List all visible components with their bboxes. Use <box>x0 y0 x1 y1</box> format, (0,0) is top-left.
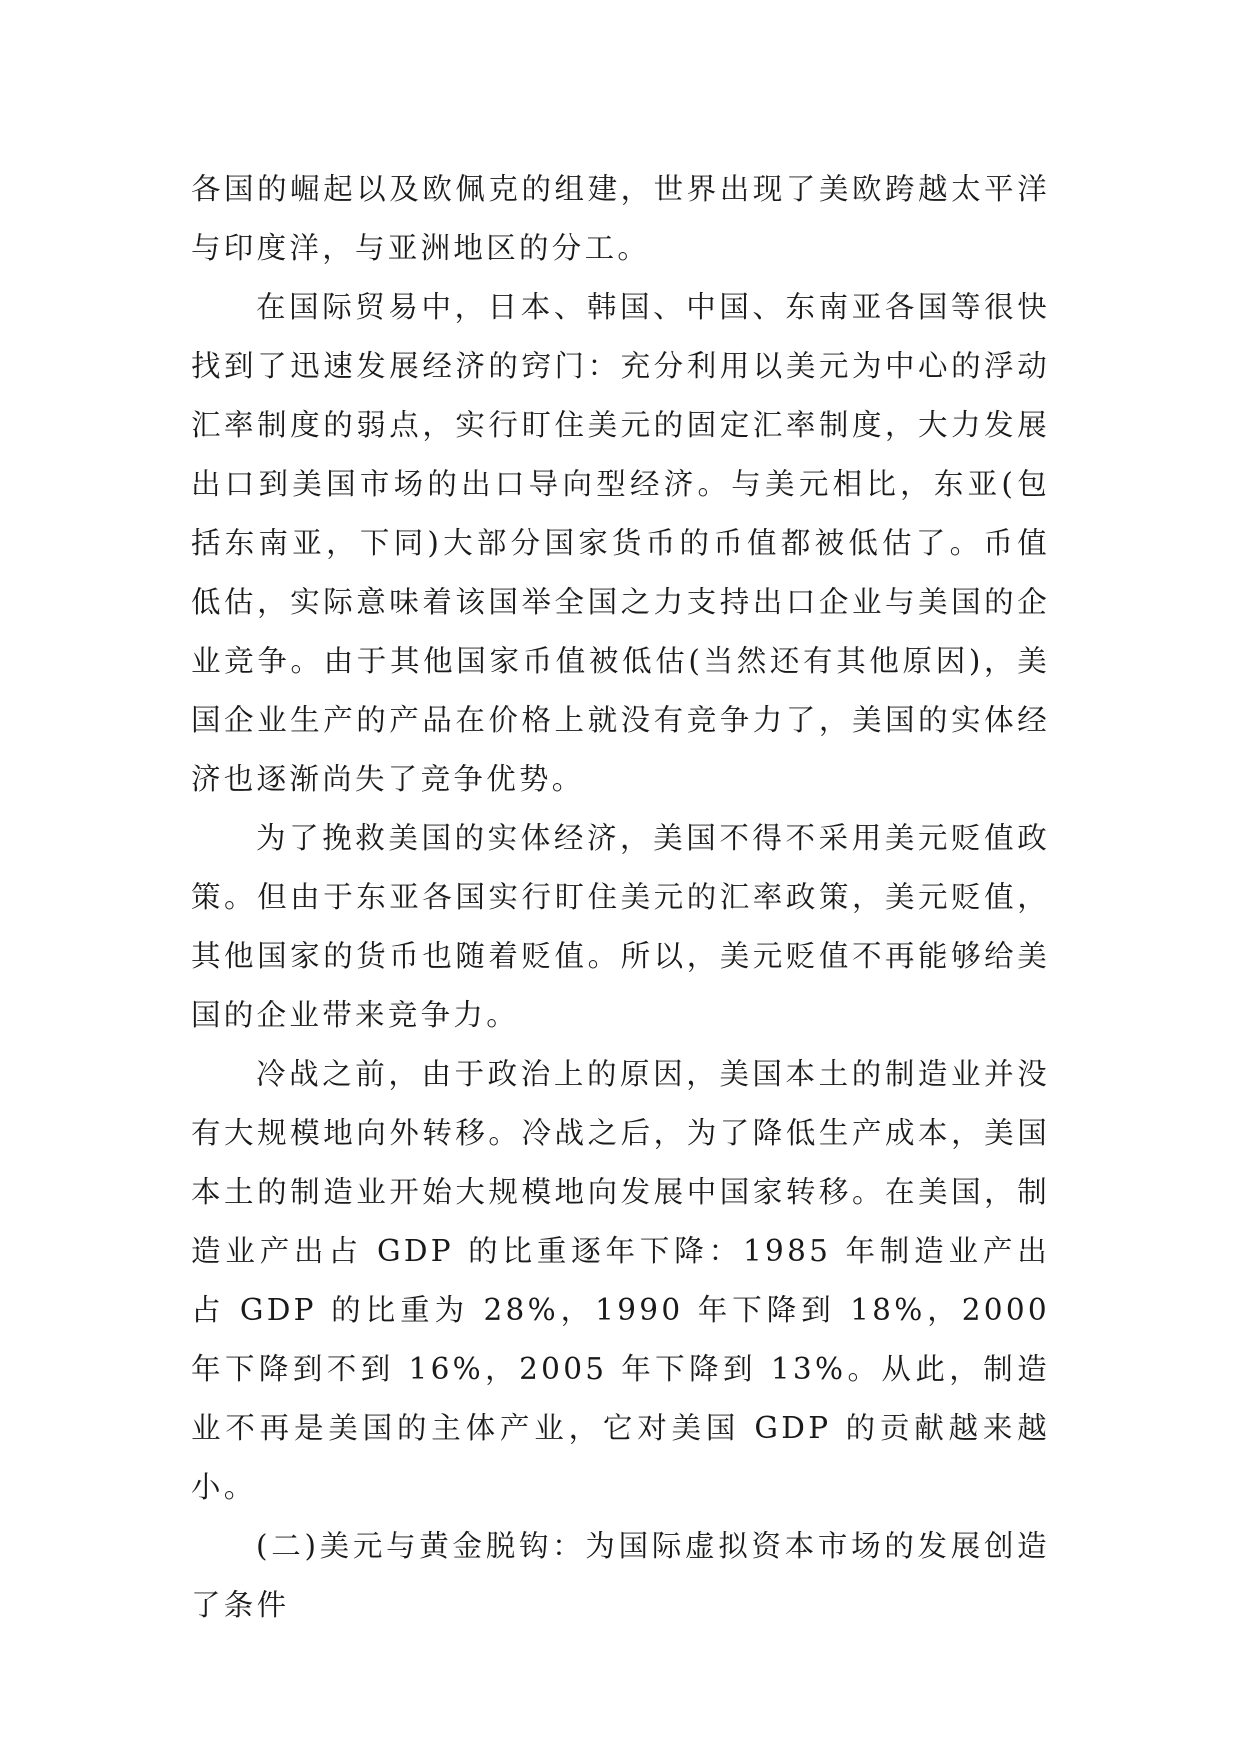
document-body <box>191 160 1050 1635</box>
section-heading: (二)美元与黄金脱钩：为国际虚拟资本市场的发展创造了条件 <box>191 1529 1050 1622</box>
paragraph-4: 冷战之前，由于政治上的原因，美国本土的制造业并没有大规模地向外转移。冷战之后，为了降低生产成本，美国本土的制造业开始大规模地向发展中国家转移。在美国，制造业产出占 GDP 的比重逐年下降：1985 年制造业产出占 GDP 的比重为 28%，1990 年下降到 18%，2000 年下降到不到 16%，2005 年下降到 13%。从此，制造业不再是美国的主体产业，它对美国 GDP 的贡献越来越小。 <box>191 1057 1050 1504</box>
paragraph-2: 在国际贸易中，日本、韩国、中国、东南亚各国等很快找到了迅速发展经济的窍门：充分利用以美元为中心的浮动汇率制度的弱点，实行盯住美元的固定汇率制度，大力发展出口到美国市场的出口导向型经济。与美元相比，东亚(包括东南亚，下同)大部分国家货币的币值都被低估了。币值低估，实际意味着该国举全国之力支持出口企业与美国的企业竞争。由于其他国家币值被低估(当然还有其他原因)，美国企业生产的产品在价格上就没有竞争力了，美国的实体经济也逐渐尚失了竞争优势。 <box>191 290 1050 796</box>
paragraph-3: 为了挽救美国的实体经济，美国不得不采用美元贬值政策。但由于东亚各国实行盯住美元的汇率政策，美元贬值，其他国家的货币也随着贬值。所以，美元贬值不再能够给美国的企业带来竞争力。 <box>191 821 1050 1032</box>
paragraph-1: 各国的崛起以及欧佩克的组建，世界出现了美欧跨越太平洋与印度洋，与亚洲地区的分工。 <box>191 172 1050 265</box>
